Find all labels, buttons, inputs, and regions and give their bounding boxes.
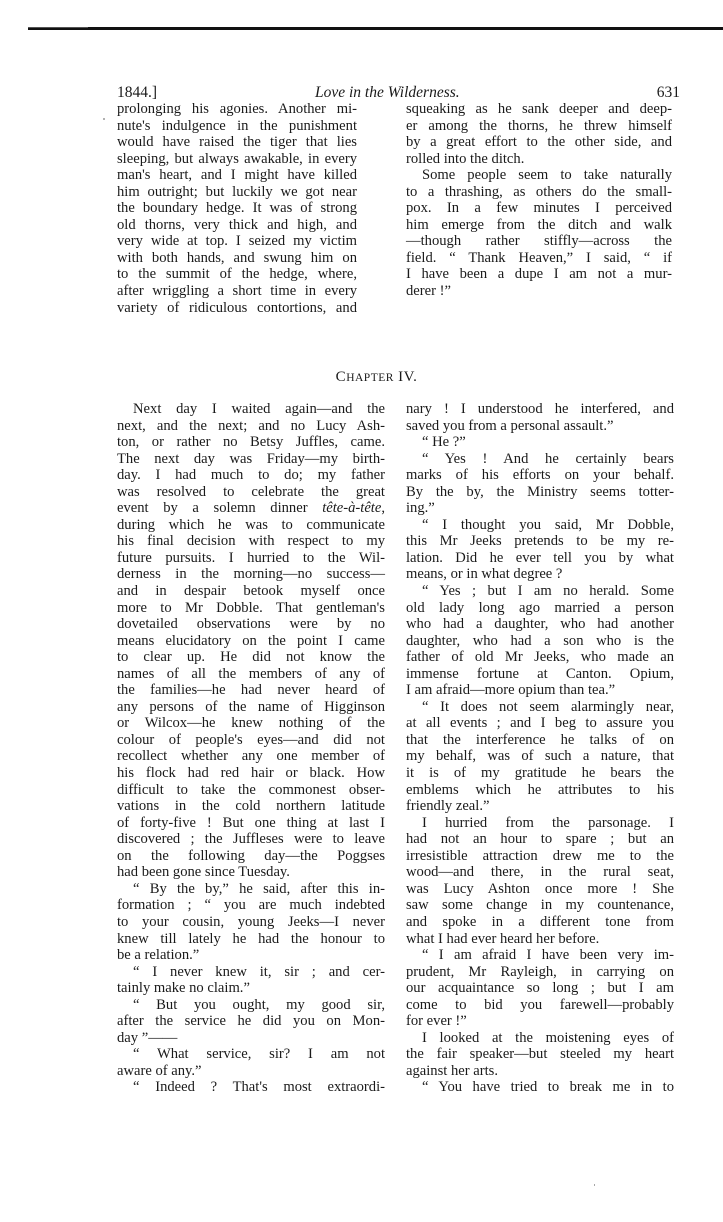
text-line: day ”—— <box>117 1029 178 1046</box>
text-line: derness in the morning—no success— <box>117 566 385 583</box>
running-head-year: 1844.] <box>117 84 158 101</box>
text-line: be a relation.” <box>117 947 200 964</box>
page-number: 631 <box>656 84 680 101</box>
text-line: and spoke in a different tone from <box>406 913 674 930</box>
chapter-number: IV. <box>398 369 418 385</box>
text-line: old thorns, very thick and high, and <box>117 216 357 233</box>
text-line: at all events ; and I beg to assure you <box>406 715 674 732</box>
text-line: against her arts. <box>406 1062 498 1079</box>
text-line: “ It does not seem alarmingly near, <box>422 698 674 715</box>
text-line: or Wilcox—he knew nothing of the <box>117 715 385 732</box>
text-line: man's heart, and I might have killed <box>117 167 357 184</box>
top-rule <box>28 27 723 30</box>
text-line: “ Indeed ? That's most extraordi- <box>133 1079 385 1096</box>
text-line: saved you from a personal assault.” <box>406 417 614 434</box>
text-line: by a great effort to the other side, and <box>406 134 672 151</box>
text-line: aware of any.” <box>117 1062 202 1079</box>
text-line: I am afraid—more opium than tea.” <box>406 682 616 699</box>
text-line: formation ; “ you are much indebted <box>117 897 385 914</box>
text-line: with both hands, and swung him on <box>117 249 357 266</box>
text-line: The next day was Friday—my birth- <box>117 450 385 467</box>
text-line: “ But you ought, my good sir, <box>133 996 385 1013</box>
text-line: father of old Mr Jeeks, who made an <box>406 649 674 666</box>
text-line: knew till lately he had the honour to <box>117 930 385 947</box>
text-line: variety of ridiculous contortions, and <box>117 299 357 316</box>
text-line: him outright; but luckily we got near <box>117 183 357 200</box>
text-line: immense fortune at Canton. Opium, <box>406 665 674 682</box>
running-head-title: Love in the Wilderness. <box>315 84 460 101</box>
text-line: event by a solemn dinner tête-à-tête, <box>117 500 385 517</box>
text-line: Some people seem to take naturally <box>422 167 672 184</box>
text-line: after the service he did you on Mon- <box>117 1013 385 1030</box>
text-line: means elucidatory on the point I came <box>117 632 385 649</box>
text-line: of forty-five ! But one thing at last I <box>117 814 385 831</box>
text-line: prudent, Mr Rayleigh, in carrying on <box>406 963 674 980</box>
text-line: had not an hour to spare ; but an <box>406 831 674 848</box>
top-left-column <box>117 101 357 316</box>
text-line: what I had ever heard her before. <box>406 930 600 947</box>
italic-phrase: tête-à-tête <box>322 500 382 517</box>
text-line: squeaking as he sank deeper and deep- <box>406 101 672 117</box>
text-line: the boundary hedge. It was of strong <box>117 200 357 217</box>
text-line: would have raised the tiger that lies <box>117 134 357 151</box>
text-line: it is of my gratitude he bears the <box>406 765 674 782</box>
text-line: was Lucy Ashton once more ! She <box>406 880 674 897</box>
top-rule-thin <box>28 27 88 28</box>
chapter-heading-word: HAPTER <box>346 372 394 384</box>
text-line: the fair speaker—but steeled my heart <box>406 1046 674 1063</box>
text-line: By the by, the Ministry seems totter- <box>406 483 674 500</box>
text-line: old lady long ago married a person <box>406 599 674 616</box>
text-line: the families—he had never heard of <box>117 682 385 699</box>
text-line: marks of his efforts on your behalf. <box>406 467 674 484</box>
text-line: our acquaintance so long ; but I am <box>406 980 674 997</box>
text-line: I hurried from the parsonage. I <box>422 814 674 831</box>
text-line: names of all the members of any of <box>117 665 385 682</box>
text-line: emblems which he attributes to his <box>406 781 674 798</box>
text-line: recollect whether any one member of <box>117 748 385 765</box>
print-speck <box>103 118 105 120</box>
text-line: on the following day—the Poggses <box>117 847 385 864</box>
chapter-heading-initial: C <box>335 369 347 385</box>
text-line: irresistible attraction drew me to the <box>406 847 674 864</box>
text-line: was resolved to celebrate the great <box>117 483 385 500</box>
text-line: “ What service, sir? I am not <box>133 1046 385 1063</box>
text-line: tainly make no claim.” <box>117 980 250 997</box>
chapter-heading <box>0 369 723 386</box>
text-line: after wriggling a short time in every <box>117 283 357 300</box>
text-line: “ I thought you said, Mr Dobble, <box>422 516 674 533</box>
text-line: any persons of the name of Higginson <box>117 698 385 715</box>
text-line: “ I never knew it, sir ; and cer- <box>133 963 385 980</box>
text-line: Next day I waited again—and the <box>133 401 385 417</box>
text-line: day. I had much to do; my father <box>117 467 385 484</box>
text-line: my behalf, was of such a nature, that <box>406 748 674 765</box>
text-line: “ I am afraid I have been very im- <box>422 947 674 964</box>
text-line: er among the thorns, he threw himself <box>406 117 672 134</box>
text-line: come to bid you farewell—probably <box>406 996 674 1013</box>
text-line: daughter, who had a son who is the <box>406 632 674 649</box>
text-line: “ You have tried to break me in to <box>422 1079 674 1096</box>
text-line: derer !” <box>406 283 451 300</box>
text-line: I looked at the moistening eyes of <box>422 1029 674 1046</box>
text-line: for ever !” <box>406 1013 467 1030</box>
bottom-left-column <box>117 401 385 1096</box>
text-line: nary ! I understood he interfered, and <box>406 401 674 417</box>
text-line: to the summit of the hedge, where, <box>117 266 357 283</box>
text-line: “ Yes ! And he certainly bears <box>422 450 674 467</box>
text-line: lation. Did he ever tell you by what <box>406 549 674 566</box>
text-line: to a thrashing, as others do the small- <box>406 183 672 200</box>
text-line: vations in the cold northern latitude <box>117 798 385 815</box>
text-line: saw some change in my countenance, <box>406 897 674 914</box>
text-line: —though rather stiffly—across the <box>406 233 672 250</box>
text-line: to your cousin, young Jeeks—I never <box>117 913 385 930</box>
text-line: ing.” <box>406 500 435 517</box>
text-line: prolonging his agonies. Another mi- <box>117 101 357 117</box>
text-line: him emerge from the ditch and walk <box>406 216 672 233</box>
text-line: nute's indulgence in the punishment <box>117 117 357 134</box>
text-line: friendly zeal.” <box>406 798 490 815</box>
text-line: and in despair betook myself once <box>117 583 385 600</box>
top-right-column <box>406 101 672 300</box>
text-line: “ Yes ; but I am no herald. Some <box>422 583 674 600</box>
print-speck <box>594 1184 595 1186</box>
text-line: future pursuits. I hurried to the Wil- <box>117 549 385 566</box>
text-line: dovetailed observations were by no <box>117 616 385 633</box>
text-line: “ He ?” <box>422 434 466 451</box>
text-line: difficult to take the commonest obser- <box>117 781 385 798</box>
text-line: this Mr Jeeks pretends to be my re- <box>406 533 674 550</box>
text-line: field. “ Thank Heaven,” I said, “ if <box>406 249 672 266</box>
text-line: who had a daughter, who had another <box>406 616 674 633</box>
text-line: rolled into the ditch. <box>406 150 525 167</box>
text-line: pox. In a few minutes I perceived <box>406 200 672 217</box>
text-line: his flock had red hair or black. How <box>117 765 385 782</box>
text-line: wood—and there, in the rural seat, <box>406 864 674 881</box>
text-line: next, and the next; and no Lucy Ash- <box>117 417 385 434</box>
text-line: his final decision with respect to my <box>117 533 385 550</box>
text-line: more to Mr Dobble. That gentleman's <box>117 599 385 616</box>
text-line: discovered ; the Juffleses were to leave <box>117 831 385 848</box>
text-line: “ By the by,” he said, after this in- <box>133 880 385 897</box>
text-line: means, or in what degree ? <box>406 566 563 583</box>
text-line: during which he was to communicate <box>117 516 385 533</box>
text-line: that the interference he talks of on <box>406 731 674 748</box>
bottom-right-column <box>406 401 674 1096</box>
text-line: sleeping, but always awakable, in every <box>117 150 357 167</box>
text-line: colour of people's eyes—and did not <box>117 731 385 748</box>
text-line: I have been a dupe I am not a mur- <box>406 266 672 283</box>
text-line: to clear up. He did not know the <box>117 649 385 666</box>
text-line: had been gone since Tuesday. <box>117 864 290 881</box>
text-line: very wide at top. I seized my victim <box>117 233 357 250</box>
text-line: ton, or rather no Betsy Juffles, came. <box>117 434 385 451</box>
